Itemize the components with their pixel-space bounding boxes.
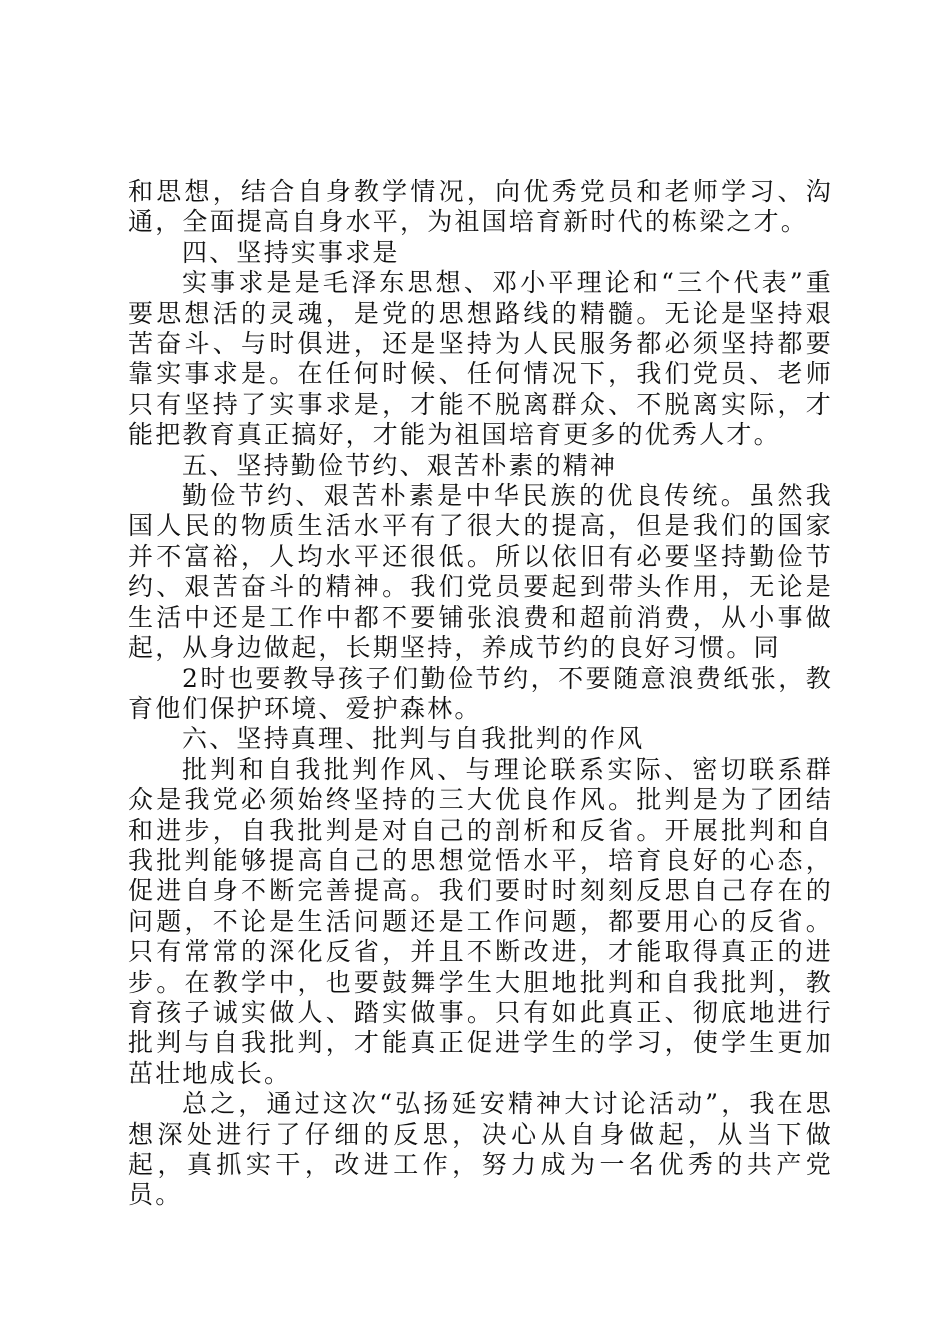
paragraph-frugality: 勤俭节约、艰苦朴素是中华民族的优良传统。虽然我国人民的物质生活水平有了很大的提高，但是我们的国家并不富裕，人均水平还很低。所以依旧有必要坚持勤俭节约、艰苦奋斗的精神。我们党员要起到带头作用，无论是生活中还是工作中都不要铺张浪费和超前消费，从小事做起，从身边做起，长期坚持，养成节约的良好习惯。同 — [128, 481, 833, 663]
paragraph-frugality-continued: 2时也要教导孩子们勤俭节约，不要随意浪费纸张，教育他们保护环境、爱护森林。 — [128, 663, 833, 723]
paragraph-conclusion: 总之，通过这次“弘扬延安精神大讨论活动”，我在思想深处进行了仔细的反思，决心从自身做起，从当下做起，真抓实干，改进工作，努力成为一名优秀的共产党员。 — [128, 1089, 833, 1210]
section-heading-4: 四、坚持实事求是 — [182, 237, 400, 267]
section-heading-5: 五、坚持勤俭节约、艰苦朴素的精神 — [182, 450, 618, 480]
paragraph-criticism: 批判和自我批判作风、与理论联系实际、密切联系群众是我党必须始终坚持的三大优良作风。批判是为了团结和进步，自我批判是对自己的剖析和反省。开展批判和自我批判能够提高自己的思想觉悟水平，培育良好的心态，促进自身不断完善提高。我们要时时刻刻反思自己存在的问题，不论是生活问题还是工作问题，都要用心的反省。只有常常的深化反省，并且不断改进，才能取得真正的进步。在教学中，也要鼓舞学生大胆地批判和自我批判，教育孩子诚实做人、踏实做事。只有如此真正、彻底地进行批判与自我批判，才能真正促进学生的学习，使学生更加茁壮地成长。 — [128, 754, 833, 1088]
paragraph-seek-truth: 实事求是是毛泽东思想、邓小平理论和“三个代表”重要思想活的灵魂，是党的思想路线的精髓。无论是坚持艰苦奋斗、与时俱进，还是坚持为人民服务都必须坚持都要靠实事求是。在任何时候、任何情况下，我们党员、老师只有坚持了实事求是，才能不脱离群众、不脱离实际，才能把教育真正搞好，才能为祖国培育更多的优秀人才。 — [128, 268, 833, 450]
section-heading-6: 六、坚持真理、批判与自我批判的作风 — [182, 724, 645, 754]
document-body — [128, 177, 833, 1211]
paragraph-continuation: 和思想，结合自身教学情况，向优秀党员和老师学习、沟通，全面提高自身水平，为祖国培育新时代的栋梁之才。 — [128, 177, 833, 237]
